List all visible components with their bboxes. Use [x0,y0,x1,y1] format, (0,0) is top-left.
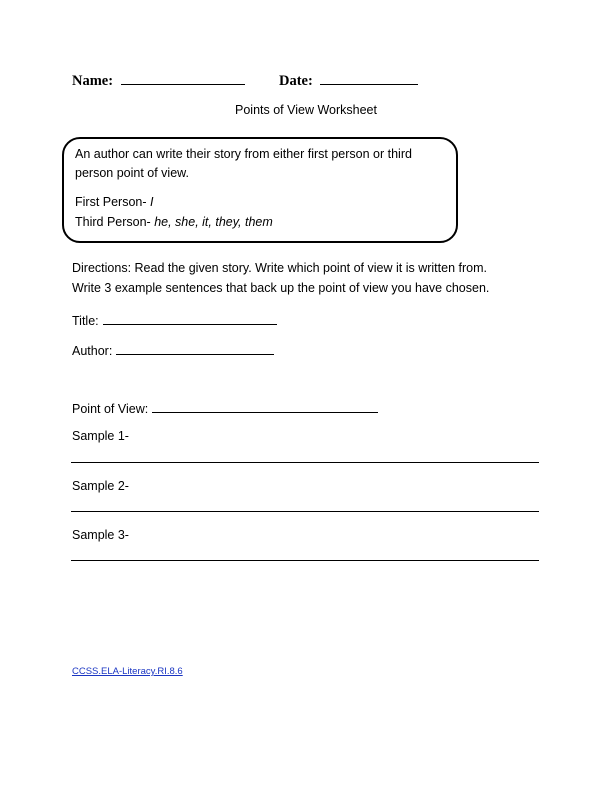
directions-line-2: Write 3 example sentences that back up the point of view you have chosen. [72,281,490,295]
title-field-row [72,312,277,328]
date-label: Date: [279,73,313,89]
date-row [279,72,418,90]
first-person-example: I [150,195,154,209]
pov-field-line[interactable] [152,400,378,413]
name-label: Name: [72,73,114,89]
third-person-row [75,215,273,229]
title-field-line[interactable] [103,312,277,325]
pov-field-label: Point of View: [72,402,149,416]
author-field-label: Author: [72,344,113,358]
first-person-row [75,195,154,209]
sample-3-label: Sample 3- [72,528,129,542]
ccss-standard-link[interactable]: CCSS.ELA-Literacy.RI.8.6 [72,666,183,677]
author-field-line[interactable] [116,342,274,355]
page-title: Points of View Worksheet [235,103,377,117]
title-field-label: Title: [72,314,99,328]
name-blank-line[interactable] [121,72,245,85]
date-blank-line[interactable] [320,72,418,85]
info-line-2: person point of view. [75,166,189,180]
pov-field-row [72,400,378,416]
directions-line-1: Directions: Read the given story. Write which point of view it is written from. [72,261,487,275]
author-field-row [72,342,274,358]
info-line-1: An author can write their story from either first person or third [75,147,412,161]
first-person-label: First Person- [75,195,151,209]
sample-2-line[interactable] [71,511,539,512]
name-row [72,72,245,90]
third-person-example: he, she, it, they, them [154,215,273,229]
sample-1-label: Sample 1- [72,429,129,443]
sample-1-line[interactable] [71,462,539,463]
sample-3-line[interactable] [71,560,539,561]
sample-2-label: Sample 2- [72,479,129,493]
third-person-label: Third Person- [75,215,155,229]
